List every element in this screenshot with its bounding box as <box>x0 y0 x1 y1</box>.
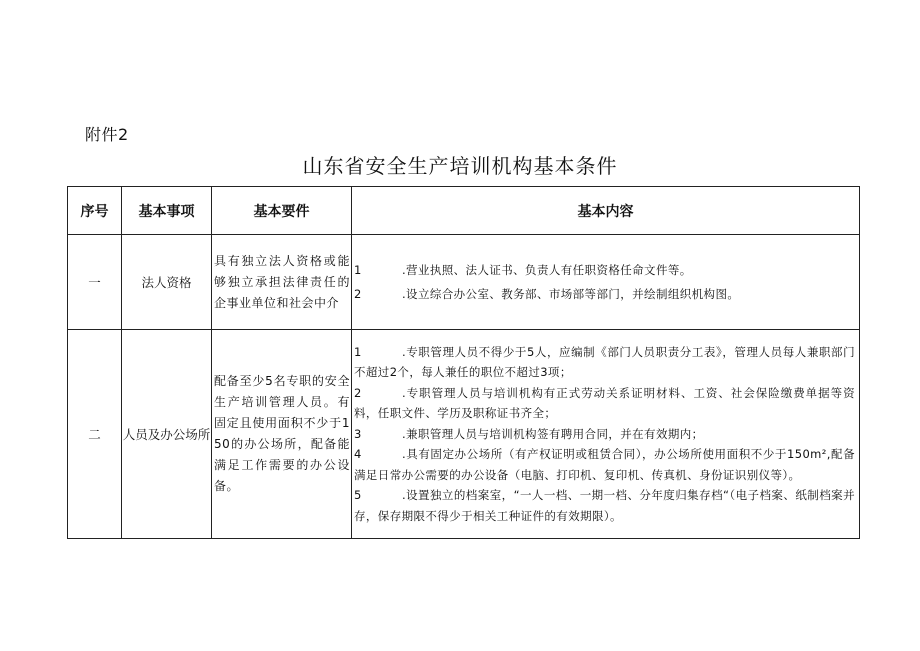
row-item: 人员及办公场所 <box>122 330 212 539</box>
row-content-cell <box>352 235 860 330</box>
row-number: 一 <box>68 235 122 330</box>
content-text: .专职管理人员不得少于5人，应编制《部门人员职责分工表》，管理人员每人兼职部门不超过2个，每人兼任的职位不超过3项； <box>354 344 855 380</box>
row-requirement: 配备至少5名专职的安全生产培训管理人员。有固定且使用面积不少于150的办公场所，配备能满足工作需要的办公设备。 <box>214 374 350 493</box>
header-item: 基本事项 <box>122 187 212 235</box>
content-number: 5 <box>354 488 362 503</box>
attachment-label: 附件2 <box>85 125 129 144</box>
content-number: 4 <box>354 447 362 462</box>
content-list <box>352 342 859 527</box>
content-item <box>354 342 855 383</box>
content-item <box>354 424 855 445</box>
content-text: .设立综合办公室、教务部、市场部等部门，并绘制组织机构图。 <box>402 287 740 301</box>
content-number: 3 <box>354 426 362 441</box>
header-content: 基本内容 <box>352 187 860 235</box>
content-item <box>354 444 855 485</box>
document-title: 山东省安全生产培训机构基本条件 <box>302 154 618 178</box>
content-list <box>352 258 859 306</box>
row-content-cell <box>352 330 860 539</box>
content-text: .专职管理人员与培训机构有正式劳动关系证明材料、工资、社会保险缴费单据等资料，任职文件、学历及职称证书齐全； <box>354 385 855 421</box>
header-requirement: 基本要件 <box>212 187 352 235</box>
content-item <box>354 383 855 424</box>
table-header-row <box>68 187 860 235</box>
row-requirement: 具有独立法人资格或能够独立承担法律责任的企事业单位和社会中介 <box>214 253 350 310</box>
content-number: 1 <box>354 263 362 277</box>
row-requirement-cell <box>212 330 352 539</box>
table-row <box>68 330 860 539</box>
content-item <box>354 282 855 306</box>
content-item <box>354 258 855 282</box>
row-number: 二 <box>68 330 122 539</box>
content-text: .具有固定办公场所（有产权证明或租赁合同），办公场所使用面积不少于150m²,配备满足日常办公需要的办公设备（电脑、打印机、复印机、传真机、身份证识别仪等）。 <box>354 447 855 482</box>
conditions-table <box>67 186 860 539</box>
content-number: 2 <box>354 287 362 301</box>
content-number: 1 <box>354 344 362 359</box>
table-row <box>68 235 860 330</box>
row-requirement-cell <box>212 235 352 330</box>
content-item <box>354 485 855 526</box>
content-number: 2 <box>354 385 362 400</box>
content-text: .营业执照、法人证书、负责人有任职资格任命文件等。 <box>402 263 692 277</box>
content-text: .兼职管理人员与培训机构签有聘用合同，并在有效期内； <box>402 426 704 441</box>
content-text: .设置独立的档案室，“一人一档、一期一档、分年度归集存档“（电子档案、纸制档案并存，保存期限不得少于相关工种证件的有效期限）。 <box>354 488 855 523</box>
row-item: 法人资格 <box>122 235 212 330</box>
header-no: 序号 <box>68 187 122 235</box>
